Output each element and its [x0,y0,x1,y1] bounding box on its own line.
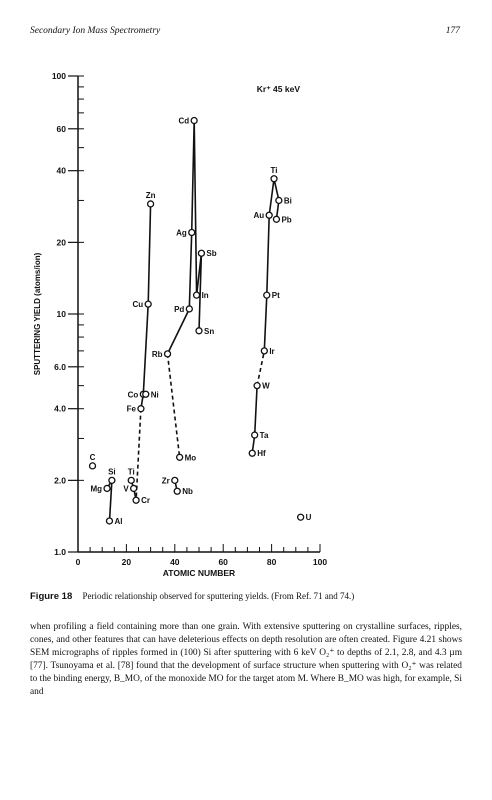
y-tick-label: 20 [56,237,66,248]
y-tick-label: 1.0 [54,547,66,557]
y-axis-label: SPUTTERING YIELD (atoms/ion) [33,252,42,376]
data-point [254,383,260,389]
data-point [273,216,279,222]
data-point [191,118,197,124]
point-label: Rb [151,349,163,359]
point-label: Ni [150,390,159,400]
x-tick-label: 40 [170,557,180,567]
data-point [145,301,151,307]
data-point [131,485,137,491]
point-label: Au [253,211,265,221]
point-label: W [262,381,270,391]
point-label: Pd [174,304,185,314]
data-point [186,306,192,312]
data-point [106,518,112,524]
data-point [128,477,134,483]
point-label: Co [127,390,139,400]
series-line [194,121,201,331]
data-point [174,488,180,494]
point-label: C [89,452,96,462]
data-point [104,485,110,491]
point-label: Pb [281,215,292,225]
figure-label: Figure 18 [30,591,73,602]
point-label: Bi [283,196,292,206]
figure-caption-text: Periodic relationship observed for sputtering yields. (From Ref. 71 and 74.) [82,591,355,601]
y-tick-label: 60 [56,123,66,134]
point-label: U [305,513,312,523]
x-tick-label: 80 [266,557,277,567]
data-point [194,292,200,298]
data-point [172,477,178,483]
point-label: Zn [145,190,156,200]
point-label: Ti [127,467,135,477]
data-point [133,497,139,503]
point-label: Zr [161,476,170,486]
y-tick-label: 6.0 [54,361,66,372]
series-line [257,351,264,386]
point-label: In [201,291,209,301]
point-label: Sn [204,326,215,336]
data-point [276,197,282,203]
data-point [261,348,267,354]
data-point [271,176,277,182]
point-label: Cd [178,116,190,126]
point-label: Nb [182,487,193,497]
series-line [264,179,279,351]
x-tick-label: 100 [312,557,328,567]
series-line [143,204,150,394]
x-tick-label: 0 [75,557,81,567]
point-label: Sb [206,249,217,259]
series-line [252,386,257,454]
body-text: when profiling a field containing more than one grain. With extensive sputtering on crystalline surfaces, ripples, cones, and other features that can have deleterious effects on depth resolution are often created. Figure 4.21 shows SEM micrographs of ripples formed in (100) Si after sputtering with 6 keV O₂⁺ to depths of 2.1, 2.8, and 4.3 µm [77]. Tsunoyama et al. [78] found that the development of surface structure when sputtering with O₂⁺ was related to the binding energy, B_MO, of the monoxide MO for the target atom M. Where B_MO was high, for example, Si and [30,622,462,697]
x-tick-label: 20 [121,557,132,567]
y-tick-label: 40 [56,165,66,176]
page-number: 177 [445,26,460,36]
data-point [198,250,204,256]
figure-caption [30,590,470,603]
data-point [143,391,149,397]
series-line [136,409,141,501]
data-point [90,463,96,469]
data-point [266,212,272,218]
data-point [148,201,154,207]
point-label: Cr [141,496,150,506]
data-point [177,454,183,460]
beam-annotation: Kr⁺ 45 keV [256,84,300,94]
data-point [298,514,304,520]
point-label: V [123,484,129,494]
running-title: Secondary Ion Mass Spectrometry [30,26,161,36]
point-label: Hf [257,449,266,459]
body-paragraph [30,621,462,698]
data-point [109,477,115,483]
y-tick-label: 2.0 [54,475,66,486]
point-label: Fe [126,404,136,414]
data-point [264,292,270,298]
y-tick-label: 4.0 [54,403,66,414]
x-tick-label: 60 [218,557,228,567]
point-label: Si [108,467,116,477]
point-label: Pt [271,291,280,301]
point-label: Mo [184,453,197,463]
data-point [196,328,202,334]
point-label: Ti [270,165,278,175]
data-point [165,351,171,357]
data-point [249,450,255,456]
point-label: Mg [90,484,103,494]
point-label: Ag [176,228,187,238]
point-label: Al [114,516,123,526]
point-label: Ir [269,346,275,356]
point-label: Ta [259,431,269,441]
y-tick-label: 100 [51,71,66,81]
y-tick-label: 10 [56,309,66,319]
data-point [189,230,195,236]
data-point [138,406,144,412]
series-line [168,354,180,457]
data-point [252,432,258,438]
point-label: Cu [132,300,144,310]
x-axis-label: ATOMIC NUMBER [162,568,236,578]
